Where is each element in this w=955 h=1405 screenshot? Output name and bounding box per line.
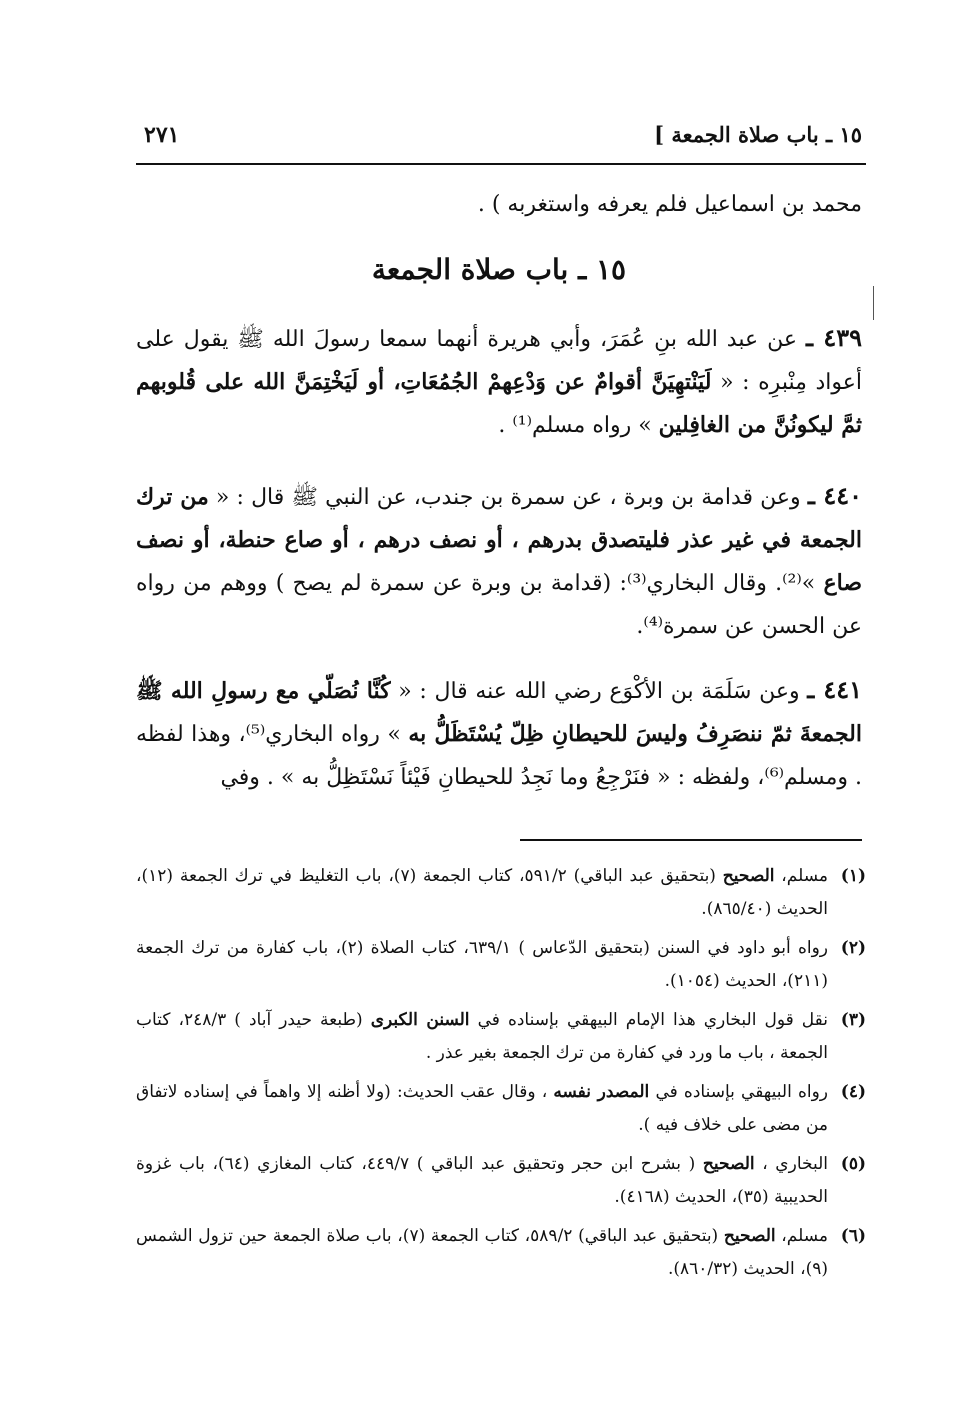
footnote-pre: مسلم،	[781, 1226, 828, 1246]
footnote-mark: (٦)	[840, 1226, 866, 1246]
footnote-post: ( بشرح ابن حجر وتحقيق عبد الباقي ) ٤٤٩/٧، كتاب المغازي (٦٤)، باب غزوة الحديبية (٣٥)، الحديث (٤١٦٨).	[136, 1154, 828, 1207]
footnote-post: رواه أبو داود في السنن (بتحقيق الدّعاس ) ٦٣٩/١، كتاب الصلاة (٢)، باب كفارة من ترك الجمعة (٢١١)، الحديث (١٠٥٤).	[136, 938, 829, 991]
hadith-quote: لَيَنْتهِيَنَّ أقوامٌ عن وَدْعِهمْ الجُمُعَاتِ، أو لَيَخْتِمَنَّ الله على قُلوبهم ثمَّ ليكونُنَّ من الغافِلين	[136, 369, 862, 438]
footnote-mark: (٣)	[840, 1010, 866, 1030]
footnote-post: (بتحقيق عبد الباقي) ٥٨٩/٢، كتاب الجمعة (٧)، باب صلاة الجمعة حين تزول الشمس (٩)، الحديث (٨٦٠/٣٢).	[136, 1226, 828, 1279]
page-number: ٢٧١	[144, 122, 180, 148]
hadith-intro: عن عبد الله بنِ عُمَرَ، وأبي هريرة أنهما سمعا رسولَ الله ﷺ يقول على أعواد مِنْبرِه : «	[136, 327, 863, 395]
footnote-post: ، وقال عقب الحديث: (ولا أظنه إلا واهماً في إسناده لاتفاق من مضى على خلاف فيه ).	[136, 1082, 828, 1135]
hadith-number: ٤٤١ ـ	[807, 675, 863, 704]
hadith-quote: من ترك الجمعة في غير عذر فليتصدق بدرهم ، أو نصف درهم ، أو صاع حنطة، أو نصف صاع	[136, 484, 863, 596]
hadith-441	[136, 668, 862, 799]
footnote-text	[136, 1148, 828, 1214]
footnote-pre: مسلم،	[781, 866, 828, 886]
hadith-intro: وعن قدامة بن وبرة ، عن سمرة بن جندب، عن النبي ﷺ قال : «	[215, 485, 801, 510]
footnote	[136, 932, 866, 998]
footnote-post: (بتحقيق عبد الباقي) ٥٩١/٢، كتاب الجمعة (٧)، باب التغليظ في ترك الجمعة (١٢)، الحديث (٨٦٥/٤٠).	[136, 866, 828, 919]
footnote	[136, 1148, 866, 1214]
hadith-number: ٤٤٠ ـ	[807, 481, 863, 510]
footnote-mark: (٤)	[840, 1082, 866, 1102]
header-rule	[136, 163, 866, 165]
footnote-bold: الصحيح	[723, 1226, 776, 1246]
running-head	[136, 118, 862, 158]
footnote-text	[136, 860, 828, 926]
hadith-number: ٤٣٩ ـ	[805, 323, 862, 352]
footnote-bold: المصدر نفسه	[553, 1082, 650, 1102]
footnote-text	[136, 1220, 828, 1286]
footnote	[136, 1076, 866, 1142]
footnote-mark: (١)	[840, 866, 866, 886]
footnote-pre: رواه البيهقي بإسناده في	[655, 1082, 829, 1102]
chapter-heading: ١٥ ـ باب صلاة الجمعة	[371, 253, 627, 286]
footnote-mark: (٥)	[840, 1154, 866, 1174]
hadith-440	[136, 474, 862, 648]
footnote-text	[136, 1076, 828, 1142]
footnote-rule	[520, 839, 862, 841]
footnote	[136, 1004, 866, 1070]
footnote-text	[136, 1004, 828, 1070]
footnote	[136, 860, 866, 926]
footnote-pre: نقل قول البخاري هذا الإمام البيهقي بإسناده في	[477, 1010, 828, 1030]
continuation-text: محمد بن اسماعيل فلم يعرفه واستغربه ) .	[477, 192, 862, 217]
footnote-pre: البخاري ،	[762, 1154, 829, 1174]
footnote-text	[136, 932, 828, 998]
running-title: ١٥ ـ باب صلاة الجمعة ]	[654, 122, 862, 147]
hadith-outro: » رواه مسلم⁽¹⁾ .	[498, 413, 652, 438]
hadith-439	[136, 316, 862, 447]
footnotes	[136, 860, 866, 1292]
footnote-bold: الصحيح	[722, 866, 775, 886]
hadith-outro: » رواه البخاري⁽⁵⁾، وهذا لفظه . ومسلم⁽⁶⁾، ولفظه : « فنَرْجِعُ وما نَجِدُ للحيطانِ فَيْئاً نَسْتَظِلُّ به » . وفي	[136, 722, 862, 790]
hadith-outro: »⁽²⁾. وقال البخاري⁽³⁾: (قدامة بن وبرة عن سمرة لم يصح ) ووهم من رواه عن الحسن عن سمرة⁽⁴⁾.	[136, 571, 862, 639]
hadith-intro: وعن سَلَمَة بن الأكْوَع رضي الله عنه قال : «	[398, 679, 800, 704]
footnote-mark: (٢)	[840, 938, 866, 958]
footnote-bold: الصحيح	[702, 1154, 755, 1174]
hadith-quote: كُنَّا نُصَلّي مع رسولِ الله ﷺ الجمعةَ ثمّ ننصَرِفُ وليسَ للحيطانِ ظِلّ يُسْتَظَلُّ به	[136, 678, 862, 747]
footnote-bold: السنن الكبرى	[370, 1010, 470, 1030]
footnote-post: (طبعة حيدر آباد ) ٢٤٨/٣، كتاب الجمعة ، باب ما ورد في كفارة من ترك الجمعة بغير عذر .	[136, 1010, 828, 1063]
footnote	[136, 1220, 866, 1286]
margin-mark	[873, 286, 874, 320]
